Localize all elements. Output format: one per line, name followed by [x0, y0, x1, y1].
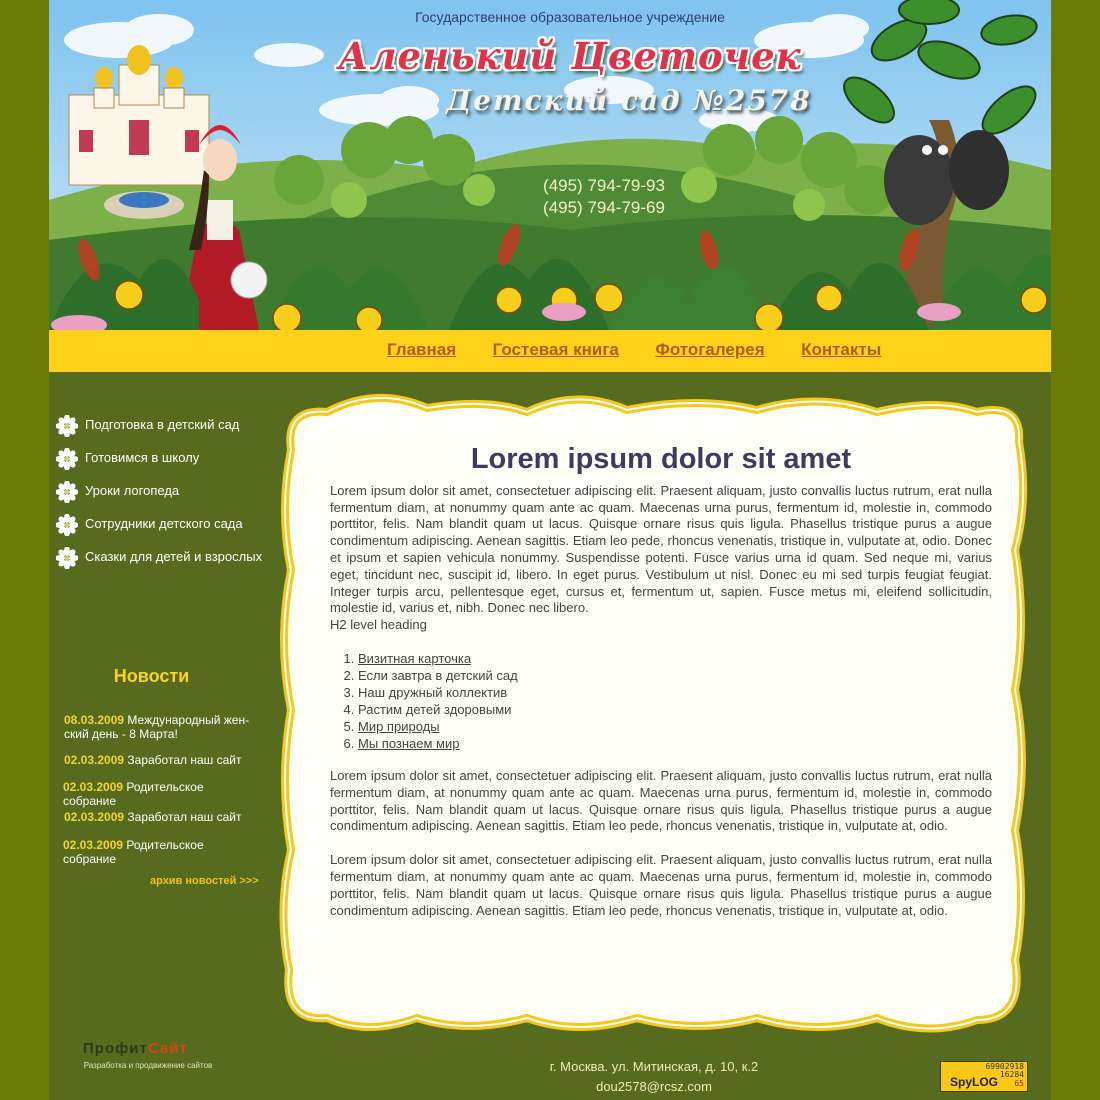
sidebar-item-label: Готовимся в школу: [85, 450, 200, 465]
nav-contacts[interactable]: Контакты: [801, 340, 882, 359]
sidebar-item-fairytales[interactable]: [49, 537, 279, 570]
list-item: 2. Если завтра в детский сад: [358, 667, 992, 684]
list-item[interactable]: [358, 718, 992, 735]
counter-today: 65: [1014, 1079, 1024, 1088]
news-item[interactable]: [64, 753, 259, 767]
brand-part-2: Сайт: [147, 1040, 188, 1057]
sidebar-item-school[interactable]: [49, 438, 279, 471]
footer-address: г. Москва. ул. Митинская, д. 10, к.2: [549, 1059, 759, 1074]
profitsite-tagline: Разработка и продвижение сайтов: [83, 1061, 213, 1070]
main-content: [330, 445, 992, 919]
news-text: Заработал наш сайт: [127, 810, 242, 824]
site-title: Аленький Цветочек: [338, 34, 802, 78]
flower-icon: [56, 514, 78, 536]
site-subtitle: Детский сад №2578: [446, 84, 812, 117]
news-archive-link[interactable]: архив новостей >>>: [150, 875, 259, 887]
nav-gallery[interactable]: Фотогалерея: [655, 340, 765, 359]
news-text: Международный жен-ский день - 8 Марта!: [64, 713, 250, 741]
sidebar-item-label: Подготовка в детский сад: [85, 417, 240, 432]
news-date: 02.03.2009: [63, 780, 124, 794]
content-paragraph: Lorem ipsum dolor sit amet, consectetuer adipiscing elit. Praesent aliquam, justo convallis luctus rutrum, erat nulla fermentum diam, at nonummy quam ante ac quam. Maecenas urna purus, fermentum id, molestie in, commodo porttitor, felis. Nam blandit quam ut lacus. Quisque ornare risus quis ligula. Phasellus tristique purus a augue condimentum adipiscing. Aenean sagittis. Etiam leo pede, rhoncus venenatis, tristique in, vulputate at, odio.: [330, 852, 992, 918]
news-text: Родительское собрание: [63, 838, 204, 866]
main-nav: [49, 330, 1051, 372]
content-heading: Lorem ipsum dolor sit amet: [470, 443, 852, 475]
news-item[interactable]: [63, 780, 258, 808]
list-link[interactable]: Визитная карточка: [358, 650, 472, 666]
news-title: Новости: [113, 666, 190, 686]
phone-2: (495) 794-79-69: [543, 198, 665, 217]
news-item[interactable]: [63, 838, 258, 866]
news-text: Родительское собрание: [63, 780, 204, 808]
content-h2: H2 level heading: [330, 617, 427, 633]
flower-icon: [56, 448, 78, 470]
content-paragraph: Lorem ipsum dolor sit amet, consectetuer adipiscing elit. Praesent aliquam, justo convallis luctus rutrum, erat nulla fermentum diam, at nonummy quam ante ac quam. Maecenas urna purus, fermentum id, molestie in, commodo porttitor, felis. Nam blandit quam ut lacus. Quisque ornare risus quis ligula. Phasellus tristique purus a augue condimentum adipiscing. Aenean sagittis. Etiam leo pede, rhoncus venenatis, tristique in, vulputate at, odio.: [330, 767, 992, 834]
header-banner: [49, 0, 1051, 330]
list-link[interactable]: Мы познаем мир: [358, 735, 460, 751]
nav-guestbook[interactable]: Гостевая книга: [492, 340, 619, 359]
news-item[interactable]: [64, 810, 259, 824]
nav-home[interactable]: Главная: [387, 340, 457, 359]
sidebar-item-label: Сотрудники детского сада: [85, 516, 243, 531]
spylog-logo: SpyLOG: [950, 1075, 999, 1089]
news-item[interactable]: [64, 713, 259, 741]
page: [49, 0, 1051, 1100]
news-date: 08.03.2009: [64, 713, 125, 727]
news-text: Заработал наш сайт: [127, 753, 242, 767]
news-date: 02.03.2009: [64, 753, 125, 767]
spylog-counter[interactable]: [940, 1061, 1028, 1092]
flower-icon: [56, 481, 78, 503]
list-item: 3. Наш дружный коллектив: [358, 684, 992, 701]
sidebar-menu: [49, 405, 279, 570]
phone-1: (495) 794-79-93: [543, 176, 665, 195]
footer-email[interactable]: dou2578@rcsz.com: [596, 1079, 712, 1094]
sidebar-item-label: Уроки логопеда: [85, 483, 180, 498]
content-list: [330, 650, 992, 752]
list-item[interactable]: [358, 650, 992, 667]
content-paragraph: Lorem ipsum dolor sit amet, consectetuer adipiscing elit. Praesent aliquam, justo convallis luctus rutrum, erat nulla fermentum diam, at nonummy quam ante ac quam. Maecenas urna purus, fermentum id, molestie in, commodo porttitor, felis. Nam blandit quam ut lacus. Quisque ornare risus quis ligula. Phasellus tristique purus a augue condimentum adipiscing. Aenean sagittis. Etiam leo pede, rhoncus venenatis, tristique in, vulputate at, odio. Donec et ipsum et sapien vehicula nonummy. Suspendisse potenti. Fusce varius urna id quam. Sed neque mi, varius eget, tincidunt nec, suscipit id, libero. In eget purus. Vestibulum ut nisl. Donec eu mi sed turpis feugiat feugiat. Integer turpis arcu, pellentesque eget, cursus et, fermentum ut, sapien. Fusce metus mi, eleifend sollicitudin, molestie id, varius et, nibh. Donec nec libero.: [330, 482, 992, 616]
flower-icon: [56, 547, 78, 569]
list-item[interactable]: [358, 735, 992, 752]
news-date: 02.03.2009: [63, 838, 124, 852]
sidebar-item-preparation[interactable]: [49, 405, 279, 438]
sidebar-item-speech[interactable]: [49, 471, 279, 504]
news-date: 02.03.2009: [64, 810, 125, 824]
list-item: 4. Растим детей здоровыми: [358, 701, 992, 718]
brand-part-1: Профит: [83, 1040, 148, 1057]
profitsite-logo[interactable]: [83, 1040, 188, 1057]
header-subtitle: Государственное образовательное учреждение: [415, 9, 725, 25]
list-link[interactable]: Мир природы: [358, 718, 440, 734]
sidebar-item-staff[interactable]: [49, 504, 279, 537]
flower-icon: [56, 415, 78, 437]
sidebar-item-label: Сказки для детей и взрослых: [85, 549, 263, 564]
counter-values: 69902918 16284: [985, 1062, 1024, 1079]
